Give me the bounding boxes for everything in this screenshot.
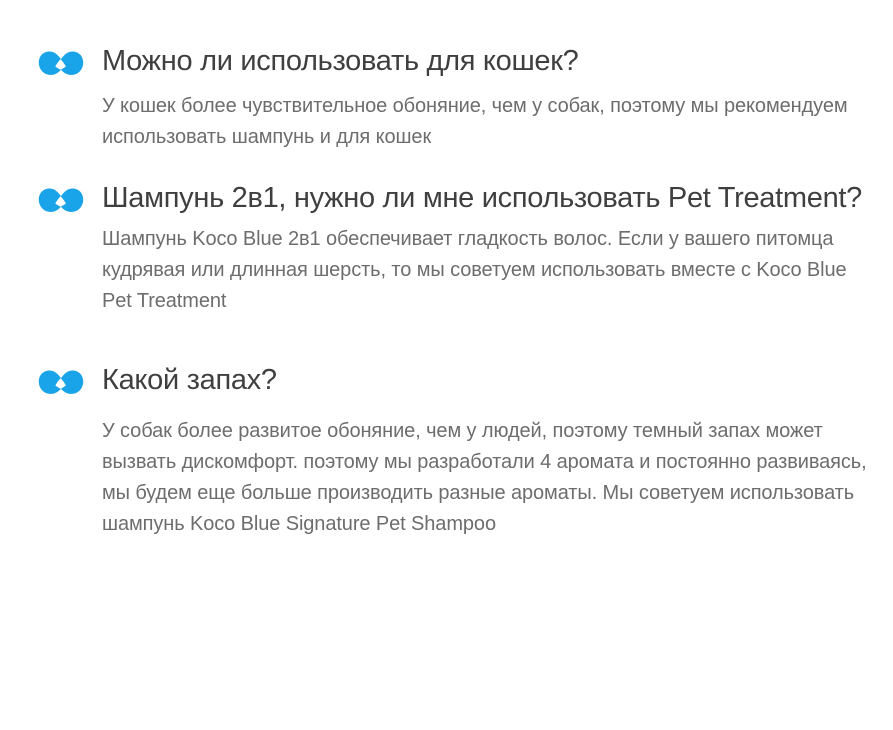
faq-answer: У собак более развитое обоняние, чем у людей, поэтому темный запах может вызвать дискомфорт. поэтому мы разработали 4 аромата и постоянно развиваясь, мы будем еще больше производить разные ароматы. Мы советуем использовать шампунь Koco Blue Signature Pet Shampoo (102, 420, 867, 535)
faq-item (34, 361, 879, 540)
faq-item (34, 42, 879, 153)
faq-question-row (102, 179, 879, 218)
faq-item (34, 179, 879, 317)
faq-question: Какой запах? (102, 364, 277, 396)
faq-answer: Шампунь Koco Blue 2в1 обеспечивает гладкость волос. Если у вашего питомца кудрявая или длинная шерсть, то мы советуем использовать вместе с Koco Blue Pet Treatment (102, 228, 847, 312)
faq-question: Можно ли использовать для кошек? (102, 45, 579, 77)
faq-answer: У кошек более чувствительное обоняние, чем у собак, поэтому мы рекомендуем использовать шампунь и для кошек (102, 95, 848, 148)
faq-question-row (102, 361, 879, 400)
koco-blue-wave-icon (38, 50, 84, 80)
koco-blue-wave-icon (38, 187, 84, 217)
faq-question: Шампунь 2в1, нужно ли мне использовать Pet Treatment? (102, 182, 862, 214)
koco-blue-wave-icon (38, 369, 84, 399)
faq-question-row (102, 42, 879, 81)
